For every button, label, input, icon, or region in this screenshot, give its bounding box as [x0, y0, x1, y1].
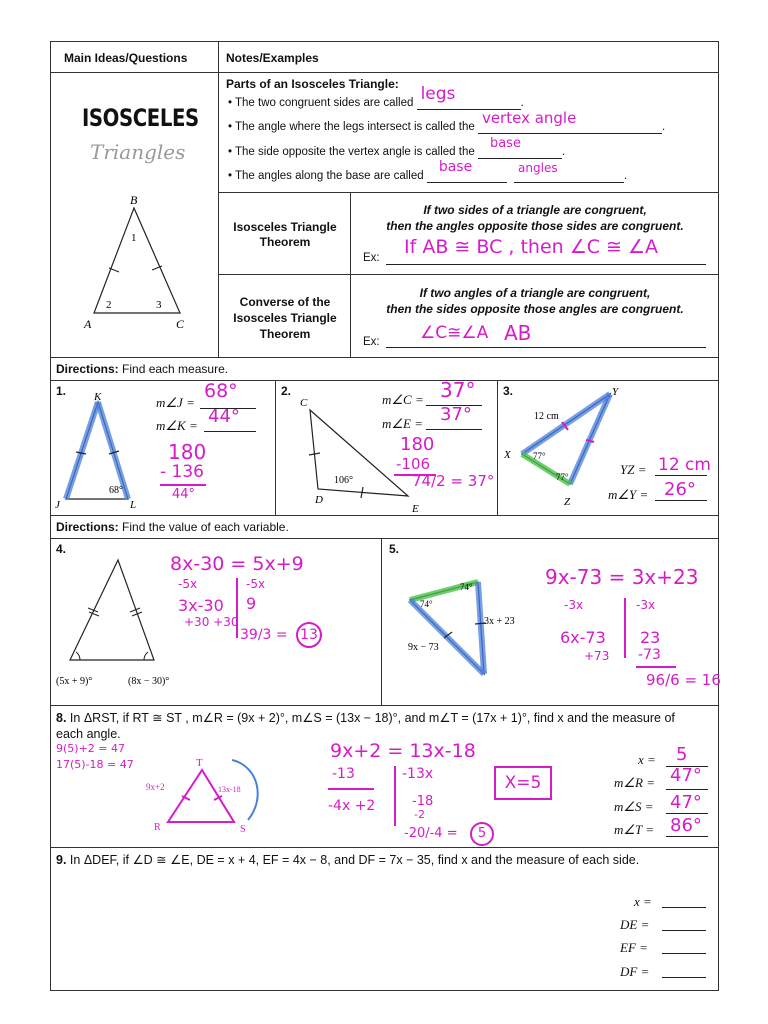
parts-item-vertex: • The angle where the legs intersect is called the vertex angle . — [228, 109, 666, 133]
p1-answer-j: 68° — [204, 380, 238, 402]
p1-vertex-l: L — [130, 499, 137, 511]
p2-answer-c: 37° — [440, 378, 476, 402]
parts-item-base-angles: • The angles along the base are called base angles . — [228, 159, 628, 182]
answer-legs: legs — [420, 84, 456, 104]
isosceles-triangle-diagram — [60, 190, 210, 335]
p5-work-3: -3x — [636, 598, 656, 612]
p5-work-8: 96/6 = 16 — [646, 671, 721, 689]
p8-answer-x: 5 — [676, 744, 688, 765]
p1-vertex-j: J — [55, 499, 60, 511]
theorem-line2: then the angles opposite those sides are congruent. — [386, 219, 684, 233]
p1-q1: m∠J = — [156, 395, 195, 410]
header-notes: Notes/Examples — [226, 51, 319, 65]
p4-work-3: -5x — [246, 577, 266, 591]
p4-answer-circled: 13 — [296, 622, 322, 648]
p9-q2: DE = — [620, 917, 650, 932]
parts-item-base: • The side opposite the vertex angle is called the base . — [228, 136, 566, 158]
p3-angle-x: 77° — [533, 451, 546, 461]
p9-q1: x = — [634, 894, 652, 909]
p8-q1: x = — [638, 752, 656, 767]
p1-work-2: - 136 — [160, 462, 204, 482]
p4-work-4: 3x-30 — [178, 596, 224, 615]
p3-q2: m∠Y = — [608, 487, 649, 502]
p8-triangle-sketch — [140, 752, 280, 842]
p8-vertex-r: R — [154, 822, 161, 833]
p4-work-6: +30 +30 — [184, 615, 239, 629]
vertex-c-label: C — [176, 317, 185, 331]
p8-boxed-answer: X=5 — [494, 766, 552, 800]
p2-q1: m∠C = — [382, 392, 424, 407]
p8-q3: m∠S = — [614, 799, 654, 814]
p8-work-4: -4x +2 — [328, 798, 376, 814]
directions-find-measure: Directions: Find each measure. — [56, 362, 229, 376]
p1-triangle — [52, 392, 152, 512]
p2-work-2: -106 — [396, 455, 431, 473]
converse-label: Converse of the Isosceles Triangle Theorem — [233, 295, 337, 341]
p5-work-1: 9x-73 = 3x+23 — [545, 565, 699, 589]
converse-ex-label: Ex: — [363, 336, 380, 348]
p5-work-7: -73 — [638, 647, 661, 663]
p2-vertex-e: E — [412, 503, 419, 514]
directions-find-variable: Directions: Find the value of each variable. — [56, 520, 289, 534]
p1-answer-k: 44° — [208, 406, 240, 427]
converse-line2: then the sides opposite those angles are congruent. — [386, 302, 684, 316]
p8-q4: m∠T = — [614, 822, 655, 837]
p1-work-1: 180 — [168, 440, 207, 464]
p8-q2: m∠R = — [614, 775, 656, 790]
p4-label-right: (8x − 30)° — [128, 676, 170, 687]
converse-answer-1: ∠C≅∠A — [420, 323, 489, 343]
p2-vertex-c: C — [300, 397, 308, 409]
p2-angle-label: 106° — [334, 475, 353, 486]
p3-answer-yz: 12 cm — [658, 455, 711, 475]
p8-side-work-1: 9(5)+2 = 47 — [56, 742, 126, 755]
p1-vertex-k: K — [94, 392, 102, 403]
angle-3-label: 3 — [156, 299, 162, 311]
p5-work-6: +73 — [584, 649, 610, 663]
p8-vertex-s: S — [240, 824, 246, 835]
p5-angle-top: 74° — [460, 582, 473, 592]
p3-q1: YZ = — [620, 462, 647, 477]
p8-answer-s: 47° — [670, 792, 702, 813]
title-triangles: Triangles — [90, 140, 186, 164]
p8-work-3: -13x — [402, 766, 434, 782]
theorem-line1: If two sides of a triangle are congruent, — [423, 203, 647, 217]
p8-label-13x: 13x-18 — [218, 785, 241, 794]
p3-answer-y: 26° — [664, 479, 696, 500]
parts-heading: Parts of an Isosceles Triangle: — [226, 77, 399, 91]
p4-work-7: 39/3 = — [240, 627, 288, 643]
p2-work-1: 180 — [400, 434, 435, 455]
p3-vertex-y: Y — [612, 386, 619, 398]
converse-line1: If two angles of a triangle are congruent, — [419, 286, 651, 300]
p3-side-label: 12 cm — [534, 411, 559, 422]
p2-vertex-d: D — [315, 494, 323, 506]
angle-2-label: 2 — [106, 299, 112, 311]
p5-triangle — [400, 570, 540, 680]
theorem-example-answer: If AB ≅ BC , then ∠C ≅ ∠A — [404, 236, 659, 258]
p3-number: 3. — [503, 384, 514, 398]
p4-label-left: (5x + 9)° — [56, 676, 93, 687]
p5-work-2: -3x — [564, 598, 584, 612]
p5-work-5: 23 — [640, 628, 661, 647]
p8-work-1: 9x+2 = 13x-18 — [330, 740, 476, 762]
p4-work-5: 9 — [246, 594, 257, 613]
p5-work-4: 6x-73 — [560, 628, 606, 647]
p8-answer-circled: 5 — [470, 822, 494, 846]
p8-question: 8. In ΔRST, if RT ≅ ST , m∠R = (9x + 2)°, m∠S = (13x − 18)°, and m∠T = (17x + 1)°, find x and the measure of each angle. — [56, 711, 675, 741]
p5-number: 5. — [389, 542, 400, 556]
p8-answer-r: 47° — [670, 765, 702, 786]
p8-work-5: -18 — [412, 794, 434, 809]
p2-work-3: 74/2 = 37° — [412, 472, 495, 490]
p1-angle-label: 68° — [109, 485, 123, 496]
answer-base-2: base — [438, 159, 473, 175]
answer-angles: angles — [518, 161, 558, 175]
p9-q3: EF = — [620, 940, 648, 955]
p8-label-9x: 9x+2 — [146, 782, 165, 792]
p1-work-3: 44° — [172, 487, 196, 502]
p9-q4: DF = — [620, 964, 650, 979]
p2-answer-e: 37° — [440, 404, 472, 425]
p2-number: 2. — [281, 384, 292, 398]
title-isosceles: ISOSCELES — [82, 104, 199, 132]
p3-angle-z: 77° — [556, 472, 569, 482]
p5-angle-left: 74° — [420, 599, 433, 609]
p4-work-2: -5x — [178, 577, 198, 591]
vertex-a-label: A — [84, 317, 92, 331]
p4-number: 4. — [56, 542, 67, 556]
p8-work-2: -13 — [332, 766, 355, 782]
p8-answer-t: 86° — [670, 815, 702, 836]
converse-answer-2: AB — [504, 321, 532, 345]
p2-q2: m∠E = — [382, 416, 424, 431]
p8-side-work-2: 17(5)-18 = 47 — [56, 758, 134, 771]
p5-side-left: 9x − 73 — [408, 642, 439, 653]
p5-side-right: 3x + 23 — [484, 616, 515, 627]
header-main-ideas: Main Ideas/Questions — [64, 51, 188, 65]
p1-q2: m∠K = — [156, 418, 198, 433]
vertex-b-label: B — [130, 193, 138, 207]
theorem-ex-label: Ex: — [363, 252, 380, 264]
p4-work-1: 8x-30 = 5x+9 — [170, 553, 304, 575]
p8-work-6: -2 — [414, 808, 425, 821]
p1-number: 1. — [56, 384, 67, 398]
p9-question: 9. In ΔDEF, if ∠D ≅ ∠E, DE = x + 4, EF = 4x − 8, and DF = 7x − 35, find x and the measure of each side. — [56, 853, 640, 867]
theorem-label: Isosceles Triangle Theorem — [233, 220, 337, 249]
parts-item-legs: • The two congruent sides are called legs . — [228, 84, 524, 109]
p8-work-7: -20/-4 = — [404, 826, 458, 841]
answer-vertex-angle: vertex angle — [481, 109, 577, 127]
p3-vertex-x: X — [504, 449, 511, 461]
p3-vertex-z: Z — [564, 496, 571, 508]
angle-1-label: 1 — [131, 232, 137, 244]
p8-vertex-t: T — [196, 757, 203, 769]
answer-base: base — [489, 136, 521, 151]
